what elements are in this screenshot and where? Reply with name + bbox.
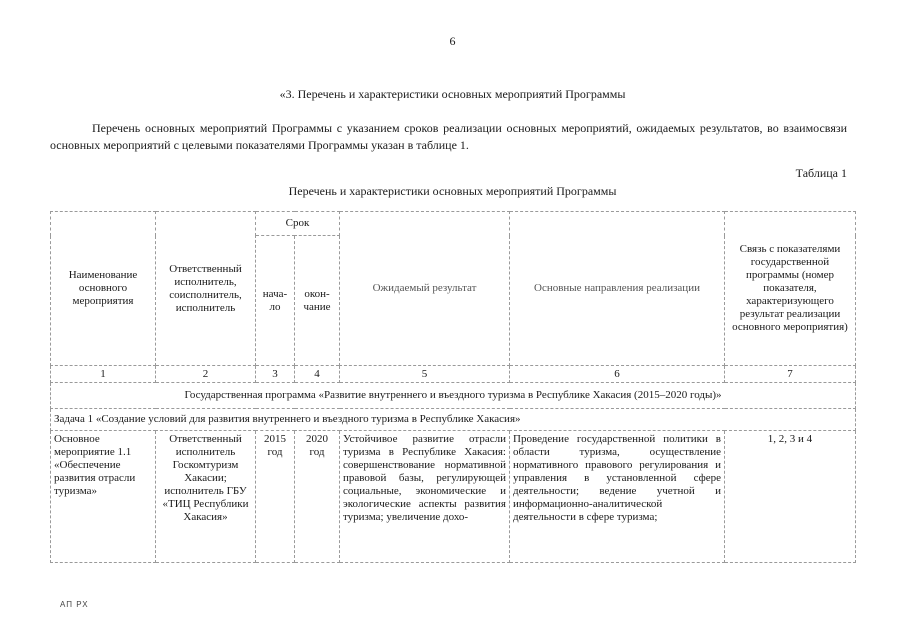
- footer-mark: АП РХ: [60, 600, 89, 609]
- measure-link-cell: 1, 2, 3 и 4: [725, 431, 856, 563]
- table-title: Перечень и характеристики основных мероприятий Программы: [288, 184, 617, 198]
- column-number: 4: [295, 366, 340, 383]
- table-caption: Таблица 1: [795, 166, 847, 180]
- column-number: 1: [51, 366, 156, 383]
- measure-result-cell: Устойчивое развитие отрасли туризма в Республике Хакасия: совершенствование нормативной правовой базы, регулирующей социальные, экономические и экологические аспекты развития туризма; увеличение дохо-: [340, 431, 510, 563]
- header-link: Связь с показателями государственной программы (номер показателя, характеризующего результат реализации основного мероприятия): [725, 212, 856, 366]
- header-executor: Ответственный исполнитель, соисполнитель, исполнитель: [156, 212, 256, 366]
- measure-end-cell: 2020 год: [295, 431, 340, 563]
- measure-executor-cell: Ответственный исполнитель Госкомтуризм Хакасии; исполнитель ГБУ «ТИЦ Республики Хакасия»: [156, 431, 256, 563]
- task-row: Задача 1 «Создание условий для развития внутреннего и въездного туризма в Республике Хакасия»: [51, 409, 856, 431]
- measure-start-cell: 2015 год: [256, 431, 295, 563]
- header-end: окон-чание: [295, 236, 340, 366]
- header-name: Наименование основного мероприятия: [51, 212, 156, 366]
- measure-directions-cell: Проведение государственной политики в области туризма, осуществление нормативного правового регулирования и управления в установленной сфере деятельности; ведение учетной и информационно-аналитической деятельности в сфере туризма;: [510, 431, 725, 563]
- program-row: Государственная программа «Развитие внутреннего и въездного туризма в Республике Хакасия (2015–2020 годы)»: [51, 383, 856, 409]
- header-term: Срок: [256, 212, 340, 236]
- header-directions: Основные направления реализации: [510, 212, 725, 366]
- column-number: 5: [340, 366, 510, 383]
- column-number: 7: [725, 366, 856, 383]
- column-number: 2: [156, 366, 256, 383]
- page-number: 6: [449, 34, 456, 48]
- measure-name-cell: Основное мероприятие 1.1 «Обеспечение развития отрасли туризма»: [51, 431, 156, 563]
- column-number: 6: [510, 366, 725, 383]
- header-start: нача-ло: [256, 236, 295, 366]
- section-heading: «3. Перечень и характеристики основных мероприятий Программы: [279, 87, 626, 101]
- column-number: 3: [256, 366, 295, 383]
- header-result: Ожидаемый результат: [340, 212, 510, 366]
- intro-paragraph: Перечень основных мероприятий Программы с указанием сроков реализации основных мероприятий, ожидаемых результатов, во взаимосвязи основных мероприятий с целевыми показателями Программы указан в таблице 1.: [50, 121, 847, 152]
- measures-table: [50, 211, 856, 563]
